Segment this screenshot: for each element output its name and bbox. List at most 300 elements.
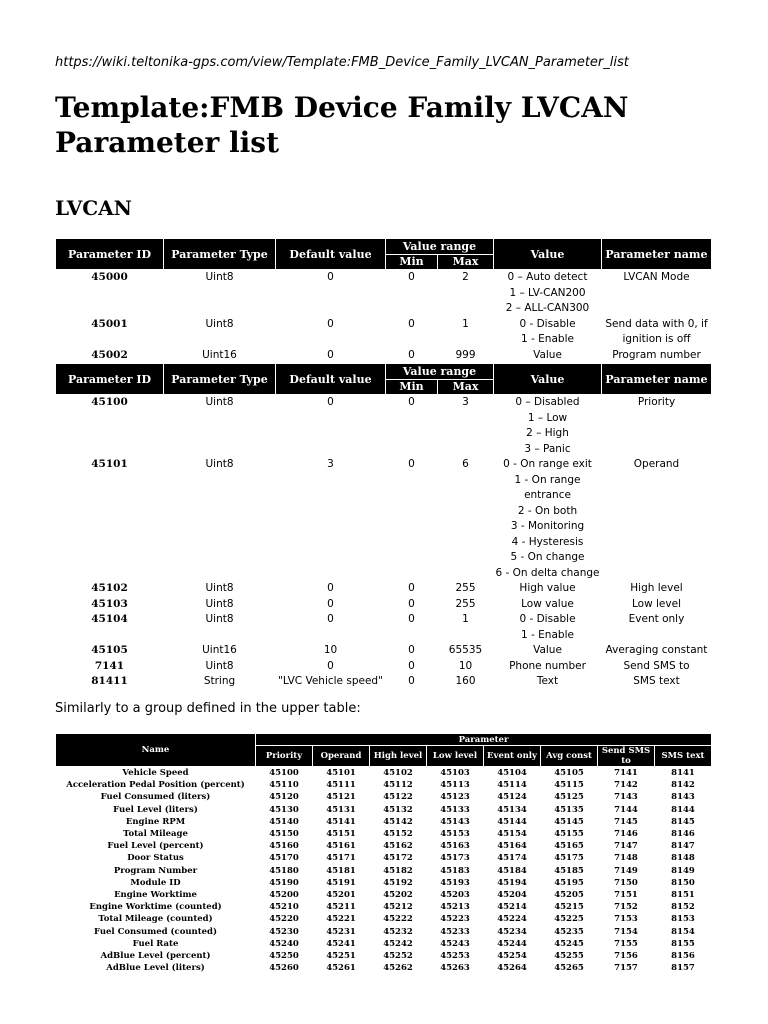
header-col-event-only: Event only xyxy=(484,746,541,767)
group-row xyxy=(56,901,712,913)
min-cell: 0 xyxy=(408,317,415,330)
header-value: Value xyxy=(494,239,602,270)
parameter-table-general xyxy=(55,238,712,363)
header-value-range: Value range xyxy=(386,364,494,380)
group-value-cell: 8141 xyxy=(671,768,695,779)
group-value-cell: 45242 xyxy=(383,938,413,949)
header-parameter-id: Parameter ID xyxy=(56,239,164,270)
min-cell: 0 xyxy=(408,271,415,283)
group-value-cell: 45263 xyxy=(440,963,470,974)
group-value-cell: 45201 xyxy=(326,889,356,900)
group-value-cell: 45253 xyxy=(440,950,470,961)
group-value-cell: 45104 xyxy=(497,768,527,779)
min-cell: 0 xyxy=(408,659,415,672)
group-row xyxy=(56,852,712,864)
min-cell: 0 xyxy=(408,644,415,656)
group-value-cell: 8150 xyxy=(671,877,695,888)
group-value-cell: 7150 xyxy=(614,877,638,888)
parameter-name-cell: Averaging constant xyxy=(605,644,708,656)
group-value-cell: 45195 xyxy=(554,877,584,888)
group-row xyxy=(56,889,712,901)
group-value-cell: 45110 xyxy=(269,780,299,791)
group-value-cell: 45181 xyxy=(326,865,356,876)
group-value-cell: 8151 xyxy=(671,889,695,900)
group-value-cell: 45260 xyxy=(269,963,299,974)
header-col-high-level: High level xyxy=(370,746,427,767)
min-cell: 0 xyxy=(408,458,415,470)
group-value-cell: 45113 xyxy=(440,780,470,791)
parameter-name-cell: Event only xyxy=(628,613,685,625)
group-value-cell: 7154 xyxy=(614,926,638,937)
parameter-id-cell: 45105 xyxy=(91,644,128,656)
max-cell: 255 xyxy=(455,582,476,594)
group-name-cell: Fuel Level (percent) xyxy=(107,841,204,852)
value-option: 1 - Enable xyxy=(521,333,574,345)
parameter-type-cell: Uint8 xyxy=(205,582,234,594)
value-cell xyxy=(494,348,602,364)
header-value-range: Value range xyxy=(386,239,494,255)
group-value-cell: 7149 xyxy=(614,865,638,876)
group-value-cell: 45193 xyxy=(440,877,470,888)
group-parameter-table xyxy=(55,733,712,974)
group-value-cell: 45122 xyxy=(383,792,413,803)
value-option: 2 - On both xyxy=(517,504,578,517)
header-col-sms-text: SMS text xyxy=(655,746,712,767)
default-value-cell: 3 xyxy=(327,458,334,470)
default-value-cell: 0 xyxy=(327,271,334,283)
group-name-cell: Fuel Consumed (liters) xyxy=(100,792,211,803)
parameter-type-cell: String xyxy=(203,675,236,687)
group-value-cell: 45133 xyxy=(440,804,470,815)
group-row xyxy=(56,938,712,950)
parameter-id-cell: 45001 xyxy=(91,317,128,330)
parameter-name-cell: Send SMS to xyxy=(623,659,690,672)
value-option: 1 – Low xyxy=(527,411,568,424)
group-value-cell: 45225 xyxy=(554,914,584,925)
group-value-cell: 45251 xyxy=(326,950,356,961)
group-value-cell: 45165 xyxy=(554,841,584,852)
parameter-name-cell: Low level xyxy=(632,597,681,610)
parameter-name-cell: SMS text xyxy=(633,675,680,687)
header-min: Min xyxy=(386,254,438,270)
value-option: 0 - Disable xyxy=(519,317,576,330)
group-value-cell: 45205 xyxy=(554,889,584,900)
table-row xyxy=(56,612,712,643)
page-title: Template:FMB Device Family LVCAN Parameter list xyxy=(55,91,629,159)
parameter-name-cell: Operand xyxy=(633,458,680,470)
group-name-cell: Fuel Consumed (counted) xyxy=(93,926,218,937)
group-value-cell: 45233 xyxy=(440,926,470,937)
group-value-cell: 7141 xyxy=(614,768,638,779)
header-col-operand: Operand xyxy=(313,746,370,767)
value-option: 6 - On delta change xyxy=(495,566,600,579)
default-value-cell: 0 xyxy=(327,317,334,330)
header-col-priority: Priority xyxy=(256,746,313,767)
group-value-cell: 45232 xyxy=(383,926,413,937)
header-value: Value xyxy=(494,364,602,395)
group-value-cell: 45100 xyxy=(269,768,299,779)
parameter-name-cell: Priority xyxy=(637,396,676,408)
group-value-cell: 45244 xyxy=(497,938,527,949)
section-heading-lvcan: LVCAN xyxy=(55,196,132,220)
header-default-value: Default value xyxy=(276,239,386,270)
group-name-cell: Total Mileage (counted) xyxy=(98,914,213,925)
group-value-cell: 45200 xyxy=(269,889,299,900)
header-parameter-name: Parameter name xyxy=(602,364,712,395)
value-cell xyxy=(494,317,602,348)
group-value-cell: 45175 xyxy=(554,853,584,864)
min-cell: 0 xyxy=(408,582,415,594)
value-option: Value xyxy=(533,644,562,656)
group-value-cell: 45212 xyxy=(383,902,413,913)
header-min: Min xyxy=(386,379,438,395)
value-option: 0 – Auto detect xyxy=(507,271,588,283)
group-value-cell: 45191 xyxy=(326,877,356,888)
value-option: Value xyxy=(533,348,562,361)
group-value-cell: 45265 xyxy=(554,963,584,974)
table-row xyxy=(56,659,712,675)
value-cell xyxy=(494,581,602,597)
group-value-cell: 45222 xyxy=(383,914,413,925)
value-cell xyxy=(494,270,602,317)
value-option: Text xyxy=(536,675,559,687)
group-name-cell: AdBlue Level (percent) xyxy=(100,950,211,961)
parameter-type-cell: Uint8 xyxy=(205,396,234,408)
group-value-cell: 7146 xyxy=(614,829,638,840)
value-option: Phone number xyxy=(509,659,586,672)
value-cell xyxy=(494,395,602,458)
parameter-type-cell: Uint8 xyxy=(205,613,234,625)
group-value-cell: 45243 xyxy=(440,938,470,949)
group-value-cell: 45204 xyxy=(497,889,527,900)
group-name-cell: Acceleration Pedal Position (percent) xyxy=(66,780,245,791)
parameter-name-cell: Program number xyxy=(612,348,701,361)
group-value-cell: 45254 xyxy=(497,950,527,961)
value-option: 2 – ALL-CAN300 xyxy=(505,302,590,314)
group-value-cell: 45220 xyxy=(269,914,299,925)
group-name-cell: Engine Worktime (counted) xyxy=(89,902,222,913)
value-option: 5 - On change xyxy=(510,551,585,563)
group-value-cell: 45214 xyxy=(497,902,527,913)
group-value-cell: 45172 xyxy=(383,853,413,864)
group-header-row xyxy=(56,734,712,746)
group-value-cell: 8156 xyxy=(671,950,695,961)
group-value-cell: 7152 xyxy=(614,902,638,913)
group-value-cell: 45131 xyxy=(326,804,356,815)
max-cell: 255 xyxy=(455,597,476,610)
group-value-cell: 45112 xyxy=(383,780,413,791)
group-value-cell: 8143 xyxy=(671,792,695,803)
header-name: Name xyxy=(56,734,256,767)
value-option: High value xyxy=(519,582,576,594)
default-value-cell: 10 xyxy=(323,644,338,656)
group-row xyxy=(56,804,712,816)
group-value-cell: 45215 xyxy=(554,902,584,913)
group-value-cell: 7155 xyxy=(614,938,638,949)
value-option: 3 – Panic xyxy=(524,442,571,455)
group-value-cell: 7147 xyxy=(614,841,638,852)
group-value-cell: 45145 xyxy=(554,816,584,827)
value-cell xyxy=(494,612,602,643)
group-row xyxy=(56,962,712,974)
group-value-cell: 45170 xyxy=(269,853,299,864)
table-row xyxy=(56,643,712,659)
group-row xyxy=(56,925,712,937)
group-value-cell: 45161 xyxy=(326,841,356,852)
parameter-type-cell: Uint16 xyxy=(202,644,237,656)
header-parameter-id: Parameter ID xyxy=(56,364,164,395)
group-value-cell: 7143 xyxy=(614,792,638,803)
group-value-cell: 7142 xyxy=(614,780,638,791)
default-value-cell: 0 xyxy=(327,613,334,625)
group-value-cell: 45203 xyxy=(440,889,470,900)
value-option: Low value xyxy=(521,597,574,610)
table-row xyxy=(56,348,712,364)
group-value-cell: 8146 xyxy=(671,829,695,840)
group-row xyxy=(56,828,712,840)
group-value-cell: 7144 xyxy=(614,804,638,815)
value-option: 4 - Hysteresis xyxy=(511,535,584,548)
group-name-cell: Fuel Rate xyxy=(132,938,179,949)
group-value-cell: 8147 xyxy=(671,841,695,852)
table-row xyxy=(56,581,712,597)
group-name-cell: Fuel Level (liters) xyxy=(113,804,198,815)
group-value-cell: 45155 xyxy=(554,829,584,840)
group-name-cell: Program Number xyxy=(113,865,198,876)
group-value-cell: 45221 xyxy=(326,914,356,925)
parameter-type-cell: Uint8 xyxy=(205,317,234,330)
table-row xyxy=(56,395,712,458)
header-col-avg-const: Avg const xyxy=(541,746,598,767)
parameter-id-cell: 45102 xyxy=(91,582,128,594)
header-parameter: Parameter xyxy=(256,734,712,746)
max-cell: 3 xyxy=(462,396,469,408)
group-value-cell: 45115 xyxy=(554,780,584,791)
parameter-type-cell: Uint8 xyxy=(205,659,234,672)
group-value-cell: 45190 xyxy=(269,877,299,888)
group-row xyxy=(56,816,712,828)
group-value-cell: 7156 xyxy=(614,950,638,961)
group-value-cell: 45223 xyxy=(440,914,470,925)
parameter-name-cell: Send data with 0, if ignition is off xyxy=(605,317,708,345)
group-value-cell: 8142 xyxy=(671,780,695,791)
group-row xyxy=(56,840,712,852)
group-value-cell: 45135 xyxy=(554,804,584,815)
group-value-cell: 45120 xyxy=(269,792,299,803)
group-value-cell: 45180 xyxy=(269,865,299,876)
group-value-cell: 45103 xyxy=(440,768,470,779)
group-value-cell: 7148 xyxy=(614,853,638,864)
parameter-type-cell: Uint8 xyxy=(205,458,234,470)
group-name-cell: Vehicle Speed xyxy=(122,768,189,779)
group-value-cell: 45130 xyxy=(269,804,299,815)
group-value-cell: 45142 xyxy=(383,816,413,827)
group-value-cell: 45125 xyxy=(554,792,584,803)
group-value-cell: 45241 xyxy=(326,938,356,949)
value-cell xyxy=(494,643,602,659)
group-value-cell: 45111 xyxy=(326,780,356,791)
parameter-id-cell: 45000 xyxy=(91,271,128,283)
max-cell: 6 xyxy=(462,458,469,470)
group-value-cell: 8154 xyxy=(671,926,695,937)
group-value-cell: 7157 xyxy=(614,963,638,974)
group-value-cell: 45235 xyxy=(554,926,584,937)
parameter-table-group xyxy=(55,363,712,690)
group-value-cell: 45211 xyxy=(326,902,356,913)
group-row xyxy=(56,767,712,780)
group-value-cell: 45174 xyxy=(497,853,527,864)
header-row xyxy=(56,239,712,255)
group-value-cell: 45261 xyxy=(326,963,356,974)
group-value-cell: 45230 xyxy=(269,926,299,937)
max-cell: 999 xyxy=(455,348,476,361)
group-value-cell: 45240 xyxy=(269,938,299,949)
group-name-cell: Module ID xyxy=(130,877,181,888)
group-value-cell: 45234 xyxy=(497,926,527,937)
default-value-cell: 0 xyxy=(327,597,334,610)
value-option: 1 - On range entrance xyxy=(514,473,581,501)
group-value-cell: 45140 xyxy=(269,816,299,827)
group-value-cell: 45143 xyxy=(440,816,470,827)
group-value-cell: 45184 xyxy=(497,865,527,876)
min-cell: 0 xyxy=(408,597,415,610)
group-value-cell: 45224 xyxy=(497,914,527,925)
value-option: 2 – High xyxy=(526,427,569,439)
group-name-cell: Total Mileage xyxy=(123,829,188,840)
header-max: Max xyxy=(438,254,494,270)
default-value-cell: 0 xyxy=(327,582,334,594)
group-value-cell: 45102 xyxy=(383,768,413,779)
value-option: 1 - Enable xyxy=(521,628,574,641)
group-value-cell: 45192 xyxy=(383,877,413,888)
header-parameter-type: Parameter Type xyxy=(164,239,276,270)
group-value-cell: 8155 xyxy=(671,938,695,949)
value-option: 0 - On range exit xyxy=(503,458,592,470)
group-value-cell: 45114 xyxy=(497,780,527,791)
group-value-cell: 45162 xyxy=(383,841,413,852)
header-col-send-sms-to: Send SMS to xyxy=(598,746,655,767)
parameter-name-cell: High level xyxy=(630,582,683,594)
header-parameter-type: Parameter Type xyxy=(164,364,276,395)
group-value-cell: 45213 xyxy=(440,902,470,913)
parameter-name-cell: LVCAN Mode xyxy=(623,271,690,283)
group-value-cell: 45144 xyxy=(497,816,527,827)
group-value-cell: 45264 xyxy=(497,963,527,974)
group-value-cell: 45153 xyxy=(440,829,470,840)
table-row xyxy=(56,457,712,581)
group-value-cell: 45121 xyxy=(326,792,356,803)
group-row xyxy=(56,865,712,877)
group-value-cell: 45210 xyxy=(269,902,299,913)
default-value-cell: 0 xyxy=(327,348,334,361)
parameter-id-cell: 45103 xyxy=(91,597,128,610)
default-value-cell: "LVC Vehicle speed" xyxy=(278,675,383,687)
group-value-cell: 45124 xyxy=(497,792,527,803)
group-value-cell: 45250 xyxy=(269,950,299,961)
group-value-cell: 45163 xyxy=(440,841,470,852)
group-value-cell: 45150 xyxy=(269,829,299,840)
group-value-cell: 45132 xyxy=(383,804,413,815)
group-value-cell: 45105 xyxy=(554,768,584,779)
max-cell: 1 xyxy=(462,613,469,625)
group-name-cell: Engine RPM xyxy=(125,816,186,827)
min-cell: 0 xyxy=(408,396,415,408)
group-name-cell: Engine Worktime xyxy=(114,889,197,900)
min-cell: 0 xyxy=(408,613,415,625)
group-value-cell: 45141 xyxy=(326,816,356,827)
min-cell: 0 xyxy=(408,348,415,361)
value-cell xyxy=(494,659,602,675)
max-cell: 2 xyxy=(462,271,469,283)
group-value-cell: 45171 xyxy=(326,853,356,864)
group-value-cell: 7153 xyxy=(614,914,638,925)
group-value-cell: 45194 xyxy=(497,877,527,888)
group-value-cell: 8157 xyxy=(671,963,695,974)
header-parameter-name: Parameter name xyxy=(602,239,712,270)
parameter-id-cell: 45002 xyxy=(91,348,128,361)
value-cell xyxy=(494,674,602,690)
parameter-id-cell: 45101 xyxy=(91,458,128,470)
header-col-low-level: Low level xyxy=(427,746,484,767)
table-row xyxy=(56,270,712,317)
header-max: Max xyxy=(438,379,494,395)
group-row xyxy=(56,877,712,889)
group-value-cell: 45101 xyxy=(326,768,356,779)
table-row xyxy=(56,597,712,613)
min-cell: 0 xyxy=(408,675,415,687)
default-value-cell: 0 xyxy=(327,396,334,408)
group-value-cell: 45123 xyxy=(440,792,470,803)
page-url[interactable]: https://wiki.teltonika-gps.com/view/Template:FMB_Device_Family_LVCAN_Parameter_list xyxy=(55,55,629,70)
group-value-cell: 7151 xyxy=(614,889,638,900)
group-value-cell: 8152 xyxy=(671,902,695,913)
group-value-cell: 8149 xyxy=(671,865,695,876)
group-value-cell: 45182 xyxy=(383,865,413,876)
parameter-type-cell: Uint8 xyxy=(205,597,234,610)
parameter-id-cell: 45104 xyxy=(91,613,128,625)
group-value-cell: 45183 xyxy=(440,865,470,876)
group-row xyxy=(56,791,712,803)
group-value-cell: 45252 xyxy=(383,950,413,961)
group-value-cell: 45202 xyxy=(383,889,413,900)
group-value-cell: 45160 xyxy=(269,841,299,852)
header-default-value: Default value xyxy=(276,364,386,395)
group-value-cell: 45231 xyxy=(326,926,356,937)
value-option: 0 - Disable xyxy=(519,613,576,625)
parameter-type-cell: Uint8 xyxy=(205,271,234,283)
group-row xyxy=(56,950,712,962)
group-value-cell: 45151 xyxy=(326,829,356,840)
group-value-cell: 45154 xyxy=(497,829,527,840)
group-value-cell: 45164 xyxy=(497,841,527,852)
parameter-id-cell: 7141 xyxy=(94,659,125,672)
group-name-cell: Door Status xyxy=(127,853,184,864)
parameter-type-cell: Uint16 xyxy=(202,348,237,361)
group-value-cell: 45173 xyxy=(440,853,470,864)
value-option: 0 – Disabled xyxy=(515,396,580,408)
group-value-cell: 8148 xyxy=(671,853,695,864)
group-value-cell: 45185 xyxy=(554,865,584,876)
group-name-cell: AdBlue Level (liters) xyxy=(106,963,205,974)
group-value-cell: 7145 xyxy=(614,816,638,827)
header-row xyxy=(56,364,712,380)
table-row xyxy=(56,317,712,348)
max-cell: 65535 xyxy=(448,644,483,656)
group-value-cell: 45262 xyxy=(383,963,413,974)
group-value-cell: 8153 xyxy=(671,914,695,925)
value-option: 1 – LV-CAN200 xyxy=(509,286,586,299)
group-note: Similarly to a group defined in the upper table: xyxy=(55,701,361,716)
